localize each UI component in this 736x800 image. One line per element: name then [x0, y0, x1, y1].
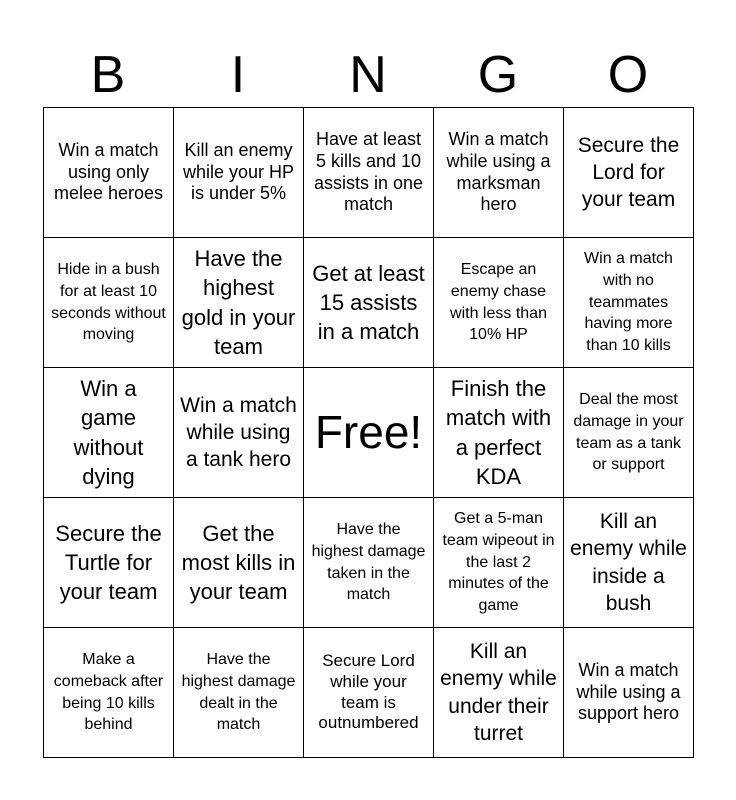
header-letter-g: G: [477, 46, 519, 104]
header-letter-o: O: [607, 46, 649, 104]
bingo-cell[interactable]: Secure the Turtle for your team: [44, 498, 174, 628]
bingo-cell[interactable]: Escape an enemy chase with less than 10% HP: [434, 238, 564, 368]
bingo-cell[interactable]: Kill an enemy while your HP is under 5%: [174, 108, 304, 238]
bingo-cell[interactable]: Kill an enemy while under their turret: [434, 628, 564, 758]
bingo-cell[interactable]: Get the most kills in your team: [174, 498, 304, 628]
header-letter-n: N: [349, 46, 387, 104]
bingo-cell[interactable]: Get at least 15 assists in a match: [304, 238, 434, 368]
bingo-cell[interactable]: Finish the match with a perfect KDA: [434, 368, 564, 498]
bingo-cell[interactable]: Get a 5-man team wipeout in the last 2 minutes of the game: [434, 498, 564, 628]
bingo-cell[interactable]: Make a comeback after being 10 kills behind: [44, 628, 174, 758]
header-letter-b: B: [90, 46, 126, 104]
board-row: [44, 238, 694, 368]
free-space-cell[interactable]: Free!: [304, 368, 434, 498]
bingo-cell[interactable]: Deal the most damage in your team as a tank or support: [564, 368, 694, 498]
bingo-cell[interactable]: Have the highest gold in your team: [174, 238, 304, 368]
board-row: [44, 628, 694, 758]
bingo-cell[interactable]: Win a match using only melee heroes: [44, 108, 174, 238]
bingo-cell[interactable]: Win a match while using a tank hero: [174, 368, 304, 498]
board-row: [44, 108, 694, 238]
bingo-cell[interactable]: Secure the Lord for your team: [564, 108, 694, 238]
bingo-cell[interactable]: Kill an enemy while inside a bush: [564, 498, 694, 628]
bingo-cell[interactable]: Have the highest damage dealt in the match: [174, 628, 304, 758]
bingo-cell[interactable]: Win a match while using a marksman hero: [434, 108, 564, 238]
board-row: [44, 368, 694, 498]
bingo-cell[interactable]: Win a match while using a support hero: [564, 628, 694, 758]
bingo-cell[interactable]: Have at least 5 kills and 10 assists in one match: [304, 108, 434, 238]
bingo-header: [43, 42, 693, 108]
header-letter-i: I: [230, 46, 246, 104]
bingo-cell[interactable]: Secure Lord while your team is outnumbered: [304, 628, 434, 758]
bingo-cell[interactable]: Have the highest damage taken in the match: [304, 498, 434, 628]
bingo-cell[interactable]: Win a game without dying: [44, 368, 174, 498]
board-row: [44, 498, 694, 628]
bingo-cell[interactable]: Win a match with no teammates having more than 10 kills: [564, 238, 694, 368]
bingo-cell[interactable]: Hide in a bush for at least 10 seconds without moving: [44, 238, 174, 368]
bingo-board: [43, 107, 694, 758]
